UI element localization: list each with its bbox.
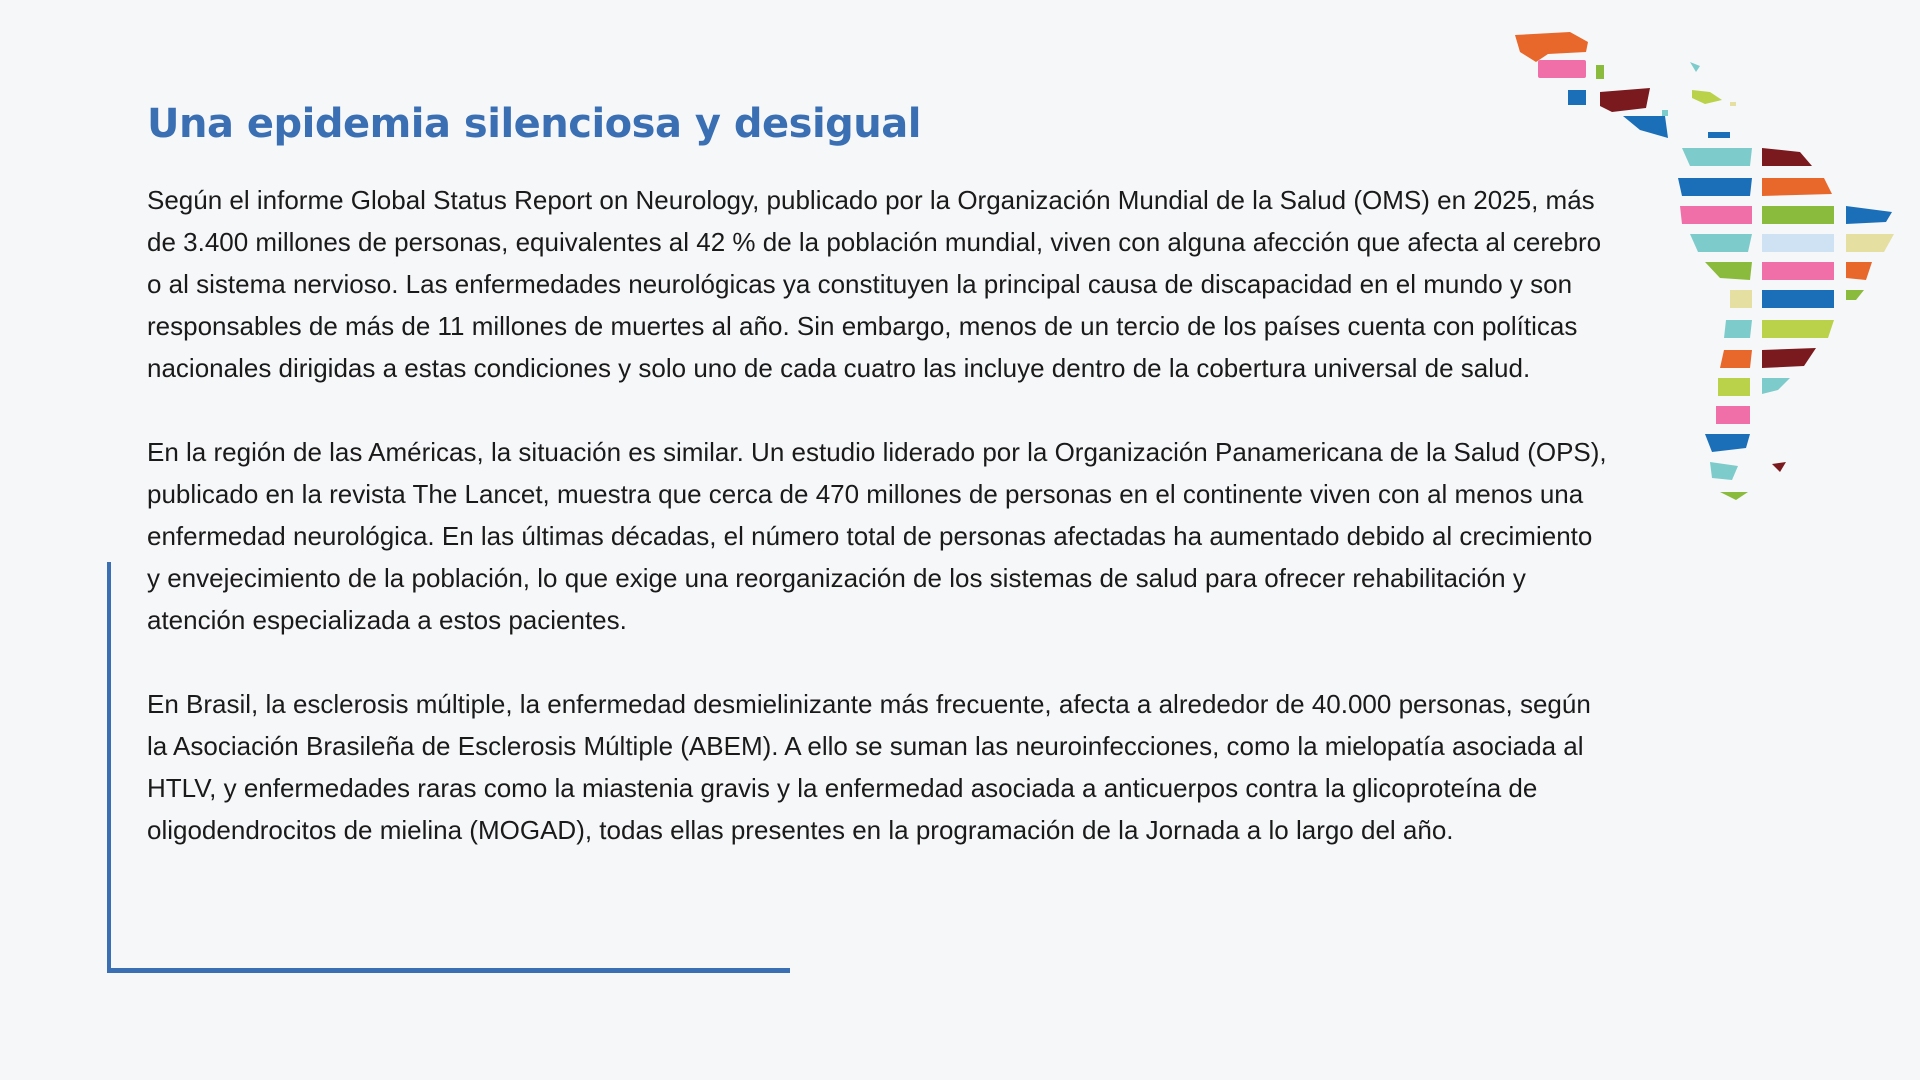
paragraph-americas: En la región de las Américas, la situación es similar. Un estudio liderado por la Organización Panamericana de la Salud (OPS), publicado en la revista The Lancet, muestra que cerca de 470 millones de personas en el continente viven con al menos una enfermedad neurológica. En las últimas décadas, el número total de personas afectadas ha aumentado debido al crecimiento y envejecimiento de la población, lo que exige una reorganización de los sistemas de salud para ofrecer rehabilitación y atención especializada a estos pacientes. xyxy=(147,437,1607,635)
accent-line-vertical xyxy=(107,562,111,973)
slide-body xyxy=(147,179,1607,893)
paragraph-brasil: En Brasil, la esclerosis múltiple, la enfermedad desmielinizante más frecuente, afecta a alrededor de 40.000 personas, según la Asociación Brasileña de Esclerosis Múltiple (ABEM). A ello se suman las neuroinfecciones, como la mielopatía asociada al HTLV, y enfermedades raras como la miastenia gravis y la enfermedad asociada a anticuerpos contra la glicoproteína de oligodendrocitos de mielina (MOGAD), todas ellas presentes en la programación de la Jornada a lo largo del año. xyxy=(147,689,1591,845)
paragraph-oms: Según el informe Global Status Report on Neurology, publicado por la Organización Mundial de la Salud (OMS) en 2025, más de 3.400 millones de personas, equivalentes al 42 % de la población mundial, viven con alguna afección que afecta al cerebro o al sistema nervioso. Las enfermedades neurológicas ya constituyen la principal causa de discapacidad en el mundo y son responsables de más de 11 millones de muertes al año. Sin embargo, menos de un tercio de los países cuenta con políticas nacionales dirigidas a estas condiciones y solo uno de cada cuatro las incluye dentro de la cobertura universal de salud. xyxy=(147,185,1602,383)
slide-title: Una epidemia silenciosa y desigual xyxy=(147,101,921,147)
accent-line-horizontal xyxy=(107,968,790,973)
latin-america-map-icon xyxy=(1500,20,1920,520)
